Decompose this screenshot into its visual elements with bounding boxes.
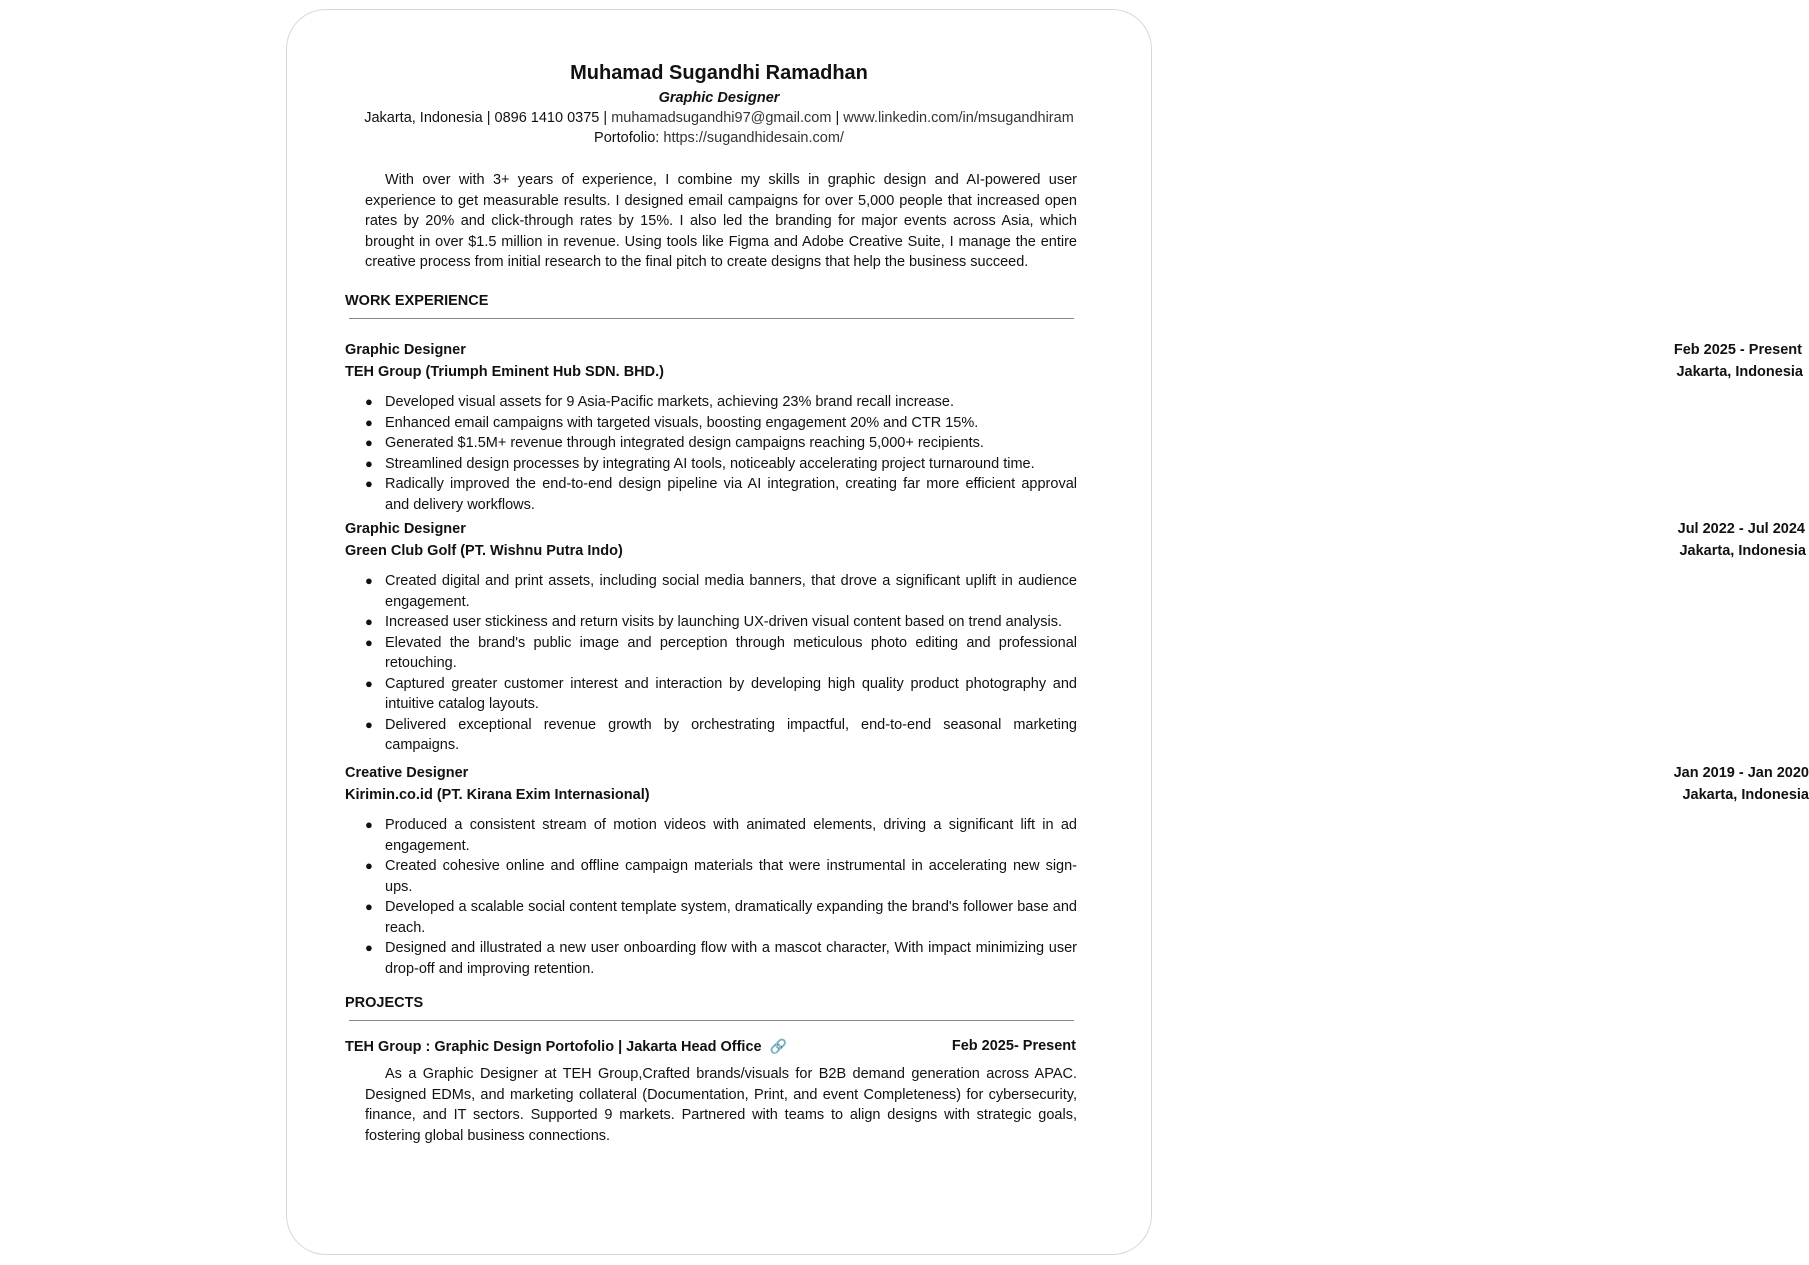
list-item: ● Generated $1.5M+ revenue through integrated design campaigns reaching 5,000+ recipients.	[365, 435, 984, 451]
job-role: Creative Designer	[345, 765, 469, 781]
resume-title: Graphic Designer	[658, 90, 780, 106]
job-dates: Jan 2019 - Jan 2020	[1673, 765, 1809, 781]
job-company: TEH Group (Triumph Eminent Hub SDN. BHD.)	[345, 364, 664, 380]
job-role: Graphic Designer	[345, 521, 466, 537]
list-item: ● Produced a consistent stream of motion videos with animated elements, driving a significant lift in ad engagement.	[365, 817, 1077, 854]
job-location: Jakarta, Indonesia	[1676, 364, 1803, 380]
project-title: TEH Group : Graphic Design Portofolio | Jakarta Head Office	[345, 1039, 762, 1055]
email-link[interactable]: muhamadsugandhi97@gmail.com	[611, 110, 832, 126]
job-location: Jakarta, Indonesia	[1682, 787, 1809, 803]
list-item: ● Delivered exceptional revenue growth by orchestrating impactful, end-to-end seasonal marketing campaigns.	[365, 716, 1077, 753]
list-item: ● Streamlined design processes by integrating AI tools, noticeably accelerating project turnaround time.	[365, 455, 1035, 472]
job-dates: Jul 2022 - Jul 2024	[1677, 521, 1805, 537]
contact-line	[286, 110, 1152, 126]
job-company: Kirimin.co.id (PT. Kirana Exim Internasional)	[345, 787, 650, 803]
list-item: ● Radically improved the end-to-end design pipeline via AI integration, creating far more efficient approval and delivery workflows.	[365, 476, 1077, 513]
job-bullets	[345, 815, 1077, 979]
job-location: Jakarta, Indonesia	[1679, 543, 1806, 559]
section-divider	[349, 1020, 1074, 1021]
list-item: ● Developed visual assets for 9 Asia-Pacific markets, achieving 23% brand recall increase.	[365, 394, 954, 410]
list-item: ● Increased user stickiness and return visits by launching UX-driven visual content based on trend analysis.	[365, 614, 1063, 630]
portfolio-link[interactable]: https://sugandhidesain.com/	[663, 130, 844, 146]
contact-separator: |	[835, 110, 840, 126]
list-item: ● Enhanced email campaigns with targeted visuals, boosting engagement 20% and CTR 15%.	[365, 414, 979, 431]
project-description: As a Graphic Designer at TEH Group,Crafted brands/visuals for B2B demand generation across APAC. Designed EDMs, and marketing collateral (Documentation, Print, and event Completeness) for cybersecurity, finance, and IT sectors. Supported 9 markets. Partnered with teams to align designs with strategic goals, fostering global business connections.	[365, 1066, 1077, 1144]
portfolio-label: Portofolio:	[594, 130, 660, 146]
list-item: ● Created cohesive online and offline campaign materials that were instrumental in accelerating new sign-ups.	[365, 858, 1077, 895]
resume-name: Muhamad Sugandhi Ramadhan	[570, 62, 868, 84]
job-company: Green Club Golf (PT. Wishnu Putra Indo)	[345, 543, 623, 559]
section-divider	[349, 318, 1074, 319]
summary-paragraph: With over with 3+ years of experience, I combine my skills in graphic design and AI-powered user experience to get measurable results. I designed email campaigns for over 5,000 people that increased open rates by 20% and click-through rates by 15%. I also led the branding for major events across Asia, which brought in over $1.5 million in revenue. Using tools like Figma and Adobe Creative Suite, I manage the entire creative process from initial research to the final pitch to create designs that help the business succeed.	[365, 172, 1077, 271]
project-dates: Feb 2025- Present	[951, 1038, 1076, 1054]
projects-heading: PROJECTS	[345, 995, 424, 1011]
job-entry	[345, 521, 1806, 756]
job-entry	[345, 765, 1809, 979]
job-role: Graphic Designer	[345, 342, 466, 358]
list-item: ● Designed and illustrated a new user onboarding flow with a mascot character, With impact minimizing user drop-off and improving retention.	[365, 940, 1077, 977]
job-bullets	[345, 392, 1077, 515]
link-icon[interactable]: 🔗	[769, 1038, 788, 1054]
work-experience-heading: WORK EXPERIENCE	[345, 293, 489, 309]
list-item: ● Developed a scalable social content template system, dramatically expanding the brand's follower base and reach.	[365, 899, 1077, 936]
linkedin-link[interactable]: www.linkedin.com/in/msugandhiram	[843, 110, 1074, 126]
portfolio-line	[286, 130, 1152, 146]
list-item: ● Captured greater customer interest and interaction by developing high quality product photography and intuitive catalog layouts.	[365, 675, 1077, 712]
list-item: ● Elevated the brand's public image and perception through meticulous photo editing and professional retouching.	[365, 634, 1077, 671]
job-bullets	[345, 571, 1077, 756]
location-phone: Jakarta, Indonesia | 0896 1410 0375 |	[364, 110, 608, 126]
job-entry	[345, 342, 1803, 515]
job-dates: Feb 2025 - Present	[1673, 342, 1802, 358]
list-item: ● Created digital and print assets, including social media banners, that drove a significant uplift in audience engagement.	[365, 573, 1077, 610]
